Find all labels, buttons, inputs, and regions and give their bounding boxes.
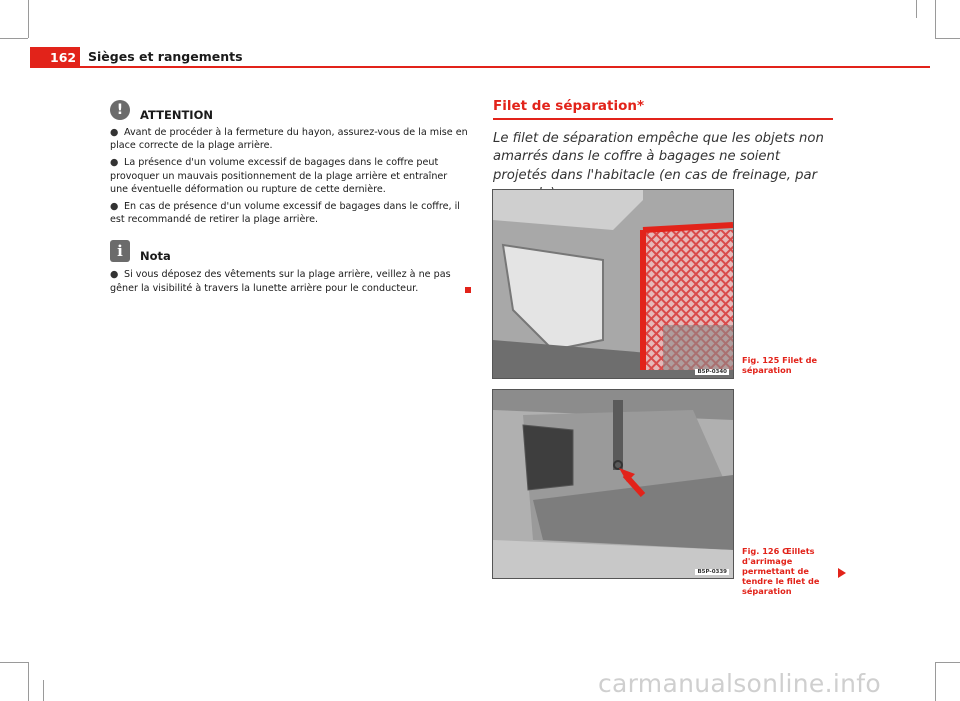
page-header-title: Sièges et rangements: [88, 49, 243, 64]
exclamation-icon: !: [110, 100, 130, 120]
crop-mark: [935, 0, 936, 38]
warning-item: ● La présence d'un volume excessif de bagages dans le coffre peut provoquer un mauvais positionnement de la plage arrière et entraîner une éventuelle déformation ou rupture de cette dernière.: [110, 157, 448, 195]
crop-mark: [935, 662, 936, 701]
crop-mark: [935, 662, 960, 663]
figure-125-caption: Fig. 125 Filet de séparation: [742, 355, 818, 375]
warning-item: ● Avant de procéder à la fermeture du hayon, assurez-vous de la mise en place correcte de la plage arrière.: [110, 127, 468, 152]
section-end-mark: [465, 287, 471, 293]
figure-125-image: [492, 189, 734, 379]
page-number: 162: [30, 47, 80, 68]
crop-mark: [28, 662, 29, 701]
figure-code: B5P-0339: [697, 569, 727, 575]
figure-126-image: [492, 389, 734, 579]
crop-mark: [935, 38, 960, 39]
section-title: Filet de séparation*: [493, 98, 645, 114]
crop-mark: [28, 0, 29, 38]
warning-item: ● En cas de présence d'un volume excessif de bagages dans le coffre, il est recommandé de retirer la plage arrière.: [110, 201, 460, 226]
note-item: ● Si vous déposez des vêtements sur la plage arrière, veillez à ne pas gêner la visibilité à travers la lunette arrière pour le conducteur.: [110, 269, 451, 294]
crop-mark: [43, 680, 44, 701]
section-intro: Le filet de séparation empêche que les objets non amarrés dans le coffre à bagages ne soient projetés dans l'habitacle (en cas de freinage, par: [493, 130, 824, 183]
watermark: carmanualsonline.info: [598, 669, 881, 698]
figure-code: B5P-0340: [697, 369, 727, 375]
section-rule: [493, 118, 833, 120]
separation-net-illustration: [493, 190, 733, 378]
right-column: [493, 98, 853, 204]
figure-126-caption: Fig. 126 Œillets d'arrimage permettant de tendre le filet de séparation: [742, 546, 820, 596]
left-column: [110, 100, 468, 299]
continue-arrow-icon: [838, 568, 846, 578]
crop-mark: [916, 0, 917, 18]
crop-mark: [0, 662, 28, 663]
warning-title: ATTENTION: [140, 108, 213, 122]
warning-header: [110, 100, 468, 126]
note-header: [110, 240, 468, 268]
info-icon: i: [110, 240, 130, 262]
header-rule: [80, 66, 930, 68]
crop-mark: [0, 38, 28, 39]
note-title: Nota: [140, 249, 171, 264]
trunk-eyelets-illustration: [493, 390, 733, 578]
